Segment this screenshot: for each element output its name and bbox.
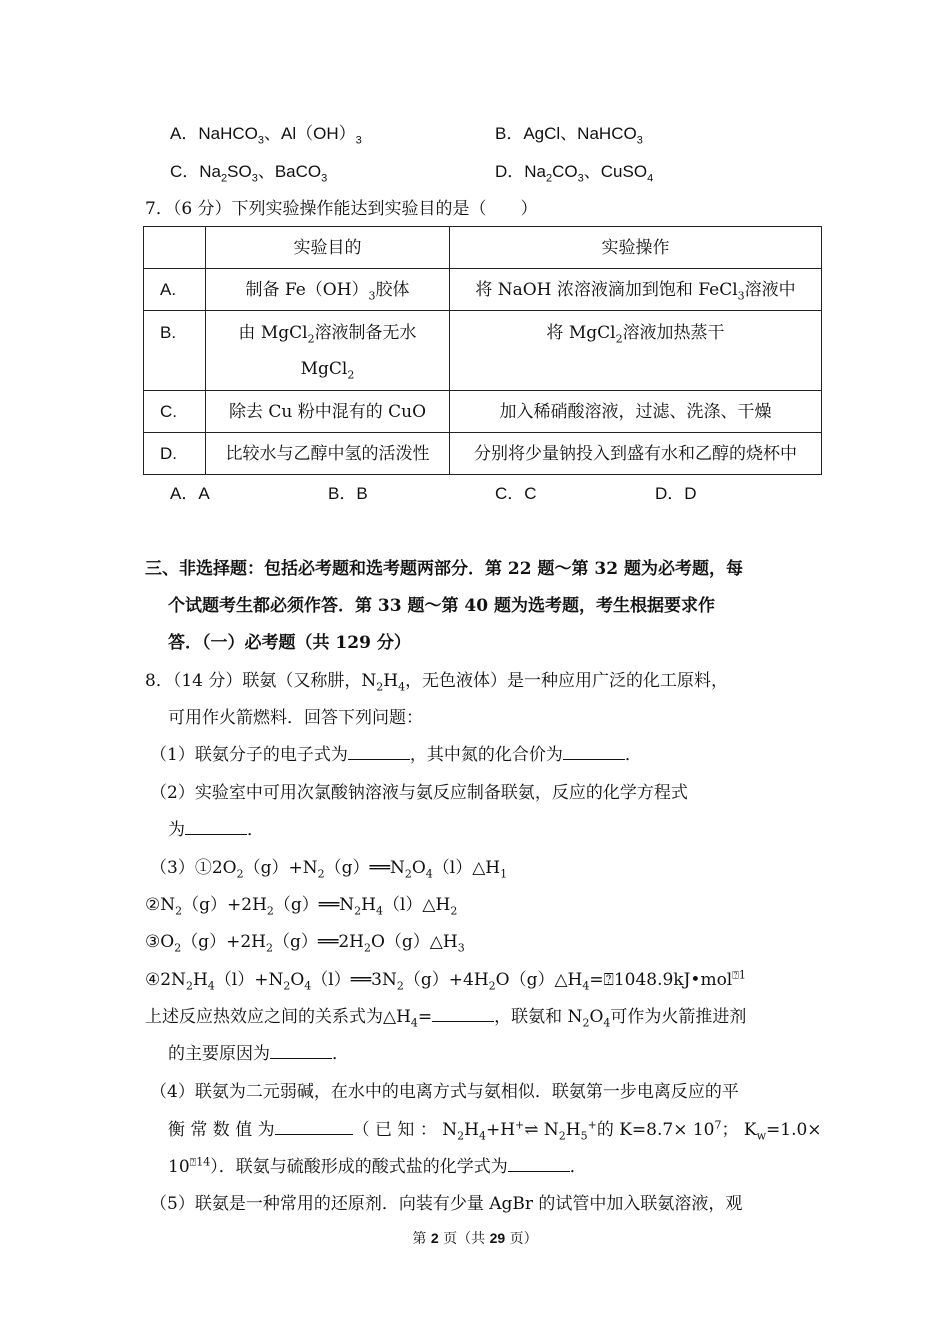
- answer-blank[interactable]: [275, 1118, 353, 1135]
- q8-relation-2: 的主要原因为 ．: [168, 1044, 349, 1064]
- q6-option-b: B．AgCl、NaHCO$_3$: [495, 124, 643, 147]
- q8-relation: 上述反应热效应之间的关系式为$\triangle H_4=$ ，联氨和 $N_2O_4$可作为火箭推进剂: [145, 1007, 747, 1030]
- row-label: D.: [144, 433, 206, 475]
- q8-equation-3: $③O_2(g)+2H_2(g)══2H_2O(g)\triangle H_3$: [145, 932, 465, 955]
- section-heading: 三、非选择题：包括必考题和选考题两部分．第 22 题～第 32 题为必考题，每: [145, 559, 743, 579]
- answer-blank[interactable]: [508, 1155, 570, 1172]
- header-purpose: 实验目的: [206, 227, 450, 269]
- q8-part2-2: 为 ．: [168, 820, 264, 840]
- q8-part5: （5）联氨是一种常用的还原剂．向装有少量 AgBr 的试管中加入联氨溶液，观: [150, 1194, 743, 1214]
- row-label: B.: [144, 311, 206, 391]
- q7-answer-d: D．D: [655, 484, 697, 503]
- section-heading-2: 个试题考生都必须作答．第 33 题～第 40 题为选考题，考生根据要求作: [168, 596, 715, 616]
- q8-equation-4: $④2N_2H_4(l)+N_2O_4(l)══3N_2(g)+4H_2O(g)\triangle H_4=⍰1048.9kJ•mol^{⍰1}$: [145, 968, 746, 993]
- answer-blank[interactable]: [185, 818, 247, 835]
- row-operation: 将 NaOH 浓溶液滴加到饱和 FeCl$_3$溶液中: [450, 269, 822, 311]
- table-row: [144, 433, 822, 475]
- table-header-row: [144, 227, 822, 269]
- row-purpose: 比较水与乙醇中氢的活泼性: [206, 433, 450, 475]
- answer-blank[interactable]: [348, 743, 410, 760]
- row-operation: 分别将少量钠投入到盛有水和乙醇的烧杯中: [450, 433, 822, 475]
- q8-part4-3: $10^{⍰14}$）．联氨与硫酸形成的酸式盐的化学式为 ．: [168, 1155, 587, 1177]
- row-operation: 加入稀硝酸溶液，过滤、洗涤、干燥: [450, 391, 822, 433]
- q7-answer-b: B．B: [328, 484, 368, 503]
- q8-part1: （1）联氨分子的电子式为 ，其中氮的化合价为 ．: [150, 745, 642, 765]
- q7-stem: 7．（6 分）下列实验操作能达到实验目的是（ ）: [145, 199, 538, 219]
- answer-blank[interactable]: [563, 743, 625, 760]
- q7-answer-a: A．A: [170, 484, 210, 503]
- q8-part4-2: 衡 常 数 值 为 （ 已 知 ： $N_2H_4+H^+\rightleftharpoons$ $N_2H_5^+$的 $K=8.7\times 10^7$； $K_w=1.0\times$: [168, 1118, 822, 1143]
- table-row: [144, 269, 822, 311]
- q8-part2: （2）实验室中可用次氯酸钠溶液与氨反应制备联氨，反应的化学方程式: [150, 783, 688, 803]
- page-footer: 第 2 页（共 29 页）: [412, 1230, 538, 1247]
- table-cell: [144, 227, 206, 269]
- q7-answer-c: C．C: [495, 484, 537, 503]
- answer-blank[interactable]: [270, 1042, 332, 1059]
- answer-blank[interactable]: [432, 1005, 494, 1022]
- table-row: [144, 391, 822, 433]
- experiment-table: [143, 226, 822, 475]
- q8-stem-2: 可用作火箭燃料．回答下列问题：: [168, 708, 423, 728]
- header-operation: 实验操作: [450, 227, 822, 269]
- q8-equation-2: $②N_2(g)+2H_2(g)══N_2H_4(l)\triangle H_2$: [145, 895, 458, 918]
- row-purpose: 制备 $Fe(OH)_3$胶体: [206, 269, 450, 311]
- q8-equation-1: $(3)①2O_2(g)+N_2(g)══N_2O_4(l)\triangle H_1$: [150, 858, 508, 881]
- q6-option-c: C．$Na_2SO_3$、BaCO$_3$: [170, 162, 328, 185]
- section-heading-3: 答．（一）必考题（共 129 分）: [168, 633, 411, 653]
- q6-option-a: A．NaHCO$_3$、$Al(OH)_3$: [170, 124, 362, 147]
- row-operation: 将 MgCl$_2$溶液加热蒸干: [450, 311, 822, 391]
- row-purpose: 除去 Cu 粉中混有的 CuO: [206, 391, 450, 433]
- table-row: [144, 311, 822, 391]
- q6-option-d: D．$Na_2CO_3$、CuSO$_4$: [495, 162, 654, 185]
- q8-stem: 8．（14 分）联氨（又称肼，$N_2H_4$，无色液体）是一种应用广泛的化工原料，: [145, 671, 729, 694]
- q8-part4: （4）联氨为二元弱碱，在水中的电离方式与氨相似．联氨第一步电离反应的平: [150, 1082, 739, 1102]
- row-purpose: 由 MgCl$_2$溶液制备无水 MgCl$_2$: [206, 311, 450, 391]
- row-label: C.: [144, 391, 206, 433]
- row-label: A.: [144, 269, 206, 311]
